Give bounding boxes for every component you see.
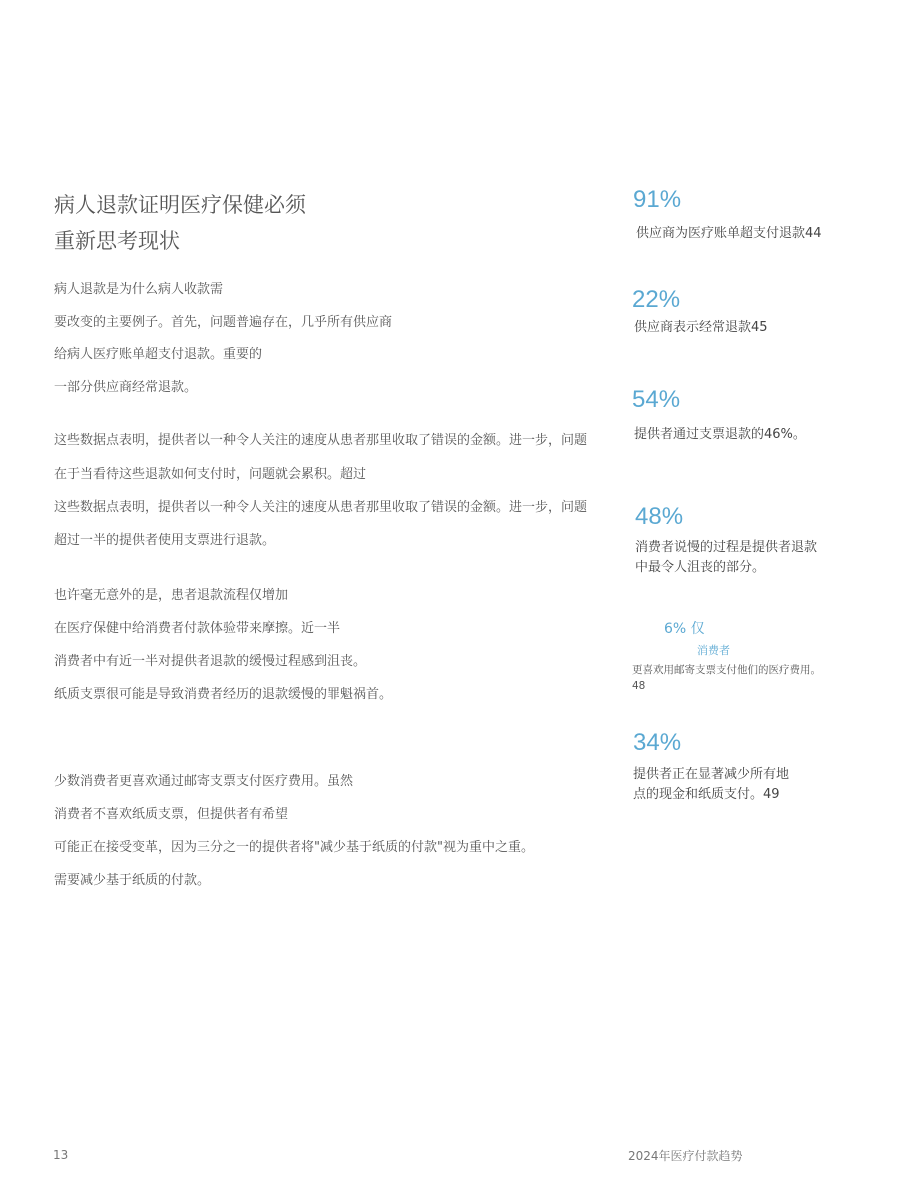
stat-3-text: 提供者通过支票退款的46%。 bbox=[634, 427, 806, 442]
paragraph-1-line-4: 一部分供应商经常退款。 bbox=[54, 380, 198, 395]
paragraph-2-line-1: 这些数据点表明，提供者以一种令人关注的速度从患者那里收取了错误的金额。进一步，问题 bbox=[54, 433, 588, 448]
stat-4-text-line-1: 消费者说慢的过程是提供者退款 bbox=[635, 540, 818, 555]
stat-5-text-line-1: 提供者正在显著减少所有地 bbox=[633, 767, 790, 782]
stat-1-text: 供应商为医疗账单超支付退款44 bbox=[636, 226, 822, 241]
paragraph-2-line-4: 超过一半的提供者使用支票进行退款。 bbox=[54, 533, 276, 548]
page-title-line-1: 病人退款证明医疗保健必须 bbox=[54, 193, 306, 217]
paragraph-1-line-3: 给病人医疗账单超支付退款。重要的 bbox=[54, 347, 263, 362]
paragraph-4-line-2: 消费者不喜欢纸质支票，但提供者有希望 bbox=[54, 807, 289, 822]
paragraph-4-line-1: 少数消费者更喜欢通过邮寄支票支付医疗费用。虽然 bbox=[54, 774, 354, 789]
stat-5-text-line-2: 点的现金和纸质支付。49 bbox=[633, 787, 780, 802]
callout-text-line-2: 48 bbox=[632, 680, 646, 692]
stat-4-value: 48% bbox=[635, 503, 684, 530]
stat-3-value: 54% bbox=[632, 386, 681, 413]
callout-text-line-1: 更喜欢用邮寄支票支付他们的医疗费用。 bbox=[632, 664, 821, 676]
paragraph-4-line-3: 可能正在接受变革，因为三分之一的提供者将"减少基于纸质的付款"视为重中之重。 bbox=[54, 840, 534, 855]
page-number: 13 bbox=[53, 1148, 69, 1162]
paragraph-3-line-1: 也许毫无意外的是，患者退款流程仅增加 bbox=[54, 588, 289, 603]
footer-doc-title: 2024年医疗付款趋势 bbox=[628, 1149, 743, 1163]
paragraph-2-line-2: 在于当看待这些退款如何支付时，问题就会累积。超过 bbox=[54, 467, 367, 482]
page-title-line-2: 重新思考现状 bbox=[54, 229, 180, 253]
paragraph-3-line-4: 纸质支票很可能是导致消费者经历的退款缓慢的罪魁祸首。 bbox=[54, 687, 393, 702]
paragraph-3-line-3: 消费者中有近一半对提供者退款的缓慢过程感到沮丧。 bbox=[54, 654, 367, 669]
stat-1-value: 91% bbox=[633, 186, 682, 213]
paragraph-4-line-4: 需要减少基于纸质的付款。 bbox=[54, 873, 211, 888]
stat-5-value: 34% bbox=[633, 729, 682, 756]
callout-value: 6% 仅 bbox=[664, 621, 705, 637]
paragraph-1-line-1: 病人退款是为什么病人收款需 bbox=[54, 282, 224, 297]
paragraph-3-line-2: 在医疗保健中给消费者付款体验带来摩擦。近一半 bbox=[54, 621, 341, 636]
stat-2-text: 供应商表示经常退款45 bbox=[634, 320, 768, 335]
stat-4-text-line-2: 中最令人沮丧的部分。 bbox=[635, 560, 766, 575]
paragraph-1-line-2: 要改变的主要例子。首先，问题普遍存在，几乎所有供应商 bbox=[54, 315, 393, 330]
callout-label: 消费者 bbox=[697, 644, 730, 657]
stat-2-value: 22% bbox=[632, 286, 681, 313]
paragraph-2-line-3: 这些数据点表明，提供者以一种令人关注的速度从患者那里收取了错误的金额。进一步，问题 bbox=[54, 500, 588, 515]
